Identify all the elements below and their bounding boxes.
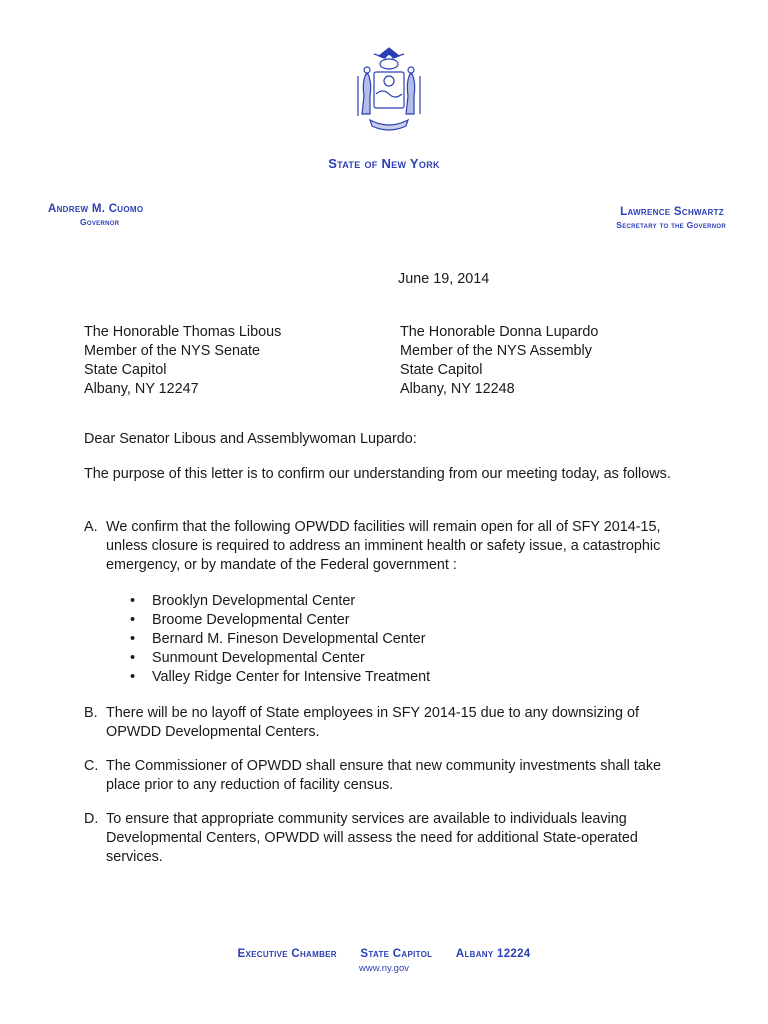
item-text: There will be no layoff of State employees in SFY 2014-15 due to any downsizing of OPWDD Developmental Centers. bbox=[106, 705, 640, 740]
item-label: A. bbox=[84, 519, 98, 535]
footer-address bbox=[0, 948, 768, 960]
secretary-name: Lawrence Schwartz bbox=[620, 206, 724, 218]
recipient-role: Member of the NYS Senate bbox=[84, 343, 260, 359]
facility-list bbox=[130, 592, 430, 687]
item-text: The Commissioner of OPWDD shall ensure that new community investments shall take place prior to any reduction of facility census. bbox=[106, 758, 662, 793]
item-b bbox=[84, 704, 684, 742]
recipient-address-line: State Capitol bbox=[400, 362, 483, 378]
governor-name: Andrew M. Cuomo bbox=[48, 203, 144, 215]
list-item: • Broome Developmental Center bbox=[130, 611, 430, 630]
state-heading: State of New York bbox=[328, 156, 440, 171]
letter-date: June 19, 2014 bbox=[398, 271, 490, 287]
recipient-senate bbox=[84, 323, 281, 399]
item-label: D. bbox=[84, 811, 99, 827]
recipient-name: The Honorable Thomas Libous bbox=[84, 324, 282, 340]
secretary-title: Secretary to the Governor bbox=[616, 220, 726, 230]
item-text: We confirm that the following OPWDD facilities will remain open for all of SFY 2014-15, unless closure is required to address an imminent health or safety issue, a catastrophic emergency, or by mandate of the Federal government : bbox=[106, 519, 661, 573]
item-a bbox=[84, 518, 684, 575]
item-text: To ensure that appropriate community services are available to individuals leaving Developmental Centers, OPWDD will assess the need for additional State-operated services. bbox=[106, 811, 638, 865]
item-label: C. bbox=[84, 758, 99, 774]
list-item: • Valley Ridge Center for Intensive Treatment bbox=[130, 668, 430, 687]
list-item: • Sunmount Developmental Center bbox=[130, 649, 430, 668]
footer-chamber: Executive Chamber bbox=[237, 948, 337, 960]
item-label: B. bbox=[84, 705, 98, 721]
item-d bbox=[84, 810, 684, 867]
recipient-address-line: Albany, NY 12247 bbox=[84, 381, 199, 397]
intro-paragraph: The purpose of this letter is to confirm our understanding from our meeting today, as follows. bbox=[84, 466, 671, 482]
footer-city: Albany 12224 bbox=[455, 948, 531, 960]
state-seal-icon bbox=[348, 44, 430, 134]
recipient-address-line: Albany, NY 12248 bbox=[400, 381, 515, 397]
recipient-name: The Honorable Donna Lupardo bbox=[400, 324, 599, 340]
recipient-address-line: State Capitol bbox=[84, 362, 167, 378]
list-item: • Bernard M. Fineson Developmental Center bbox=[130, 630, 430, 649]
footer-website-link[interactable]: www.ny.gov bbox=[359, 963, 409, 974]
recipient-role: Member of the NYS Assembly bbox=[400, 343, 592, 359]
list-item: • Brooklyn Developmental Center bbox=[130, 592, 430, 611]
recipient-assembly bbox=[400, 323, 598, 399]
footer-capitol: State Capitol bbox=[360, 948, 433, 960]
item-c bbox=[84, 757, 684, 795]
salutation: Dear Senator Libous and Assemblywoman Lupardo: bbox=[84, 431, 417, 447]
governor-title: Governor bbox=[80, 217, 120, 227]
